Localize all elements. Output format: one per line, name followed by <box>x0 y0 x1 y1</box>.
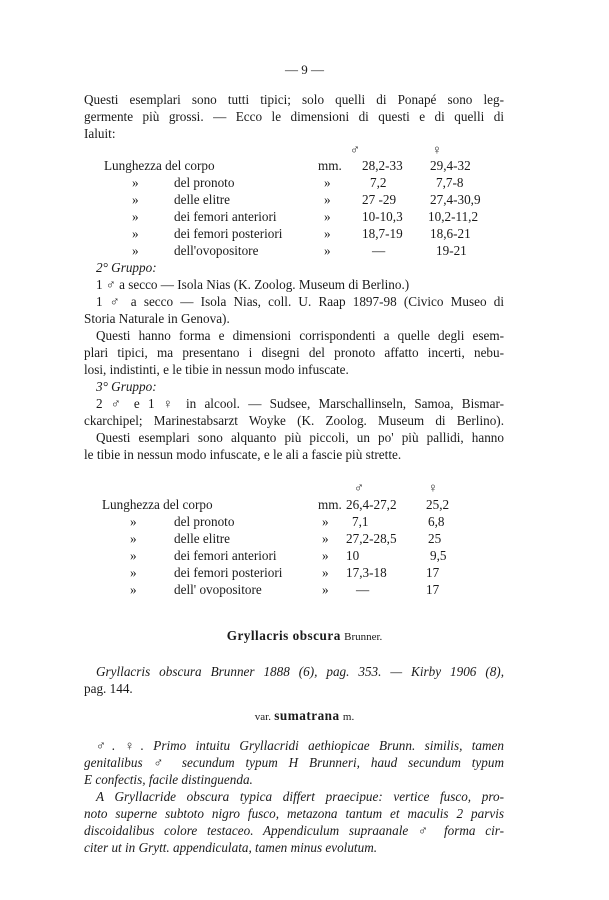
table2-row-5-label: dei femori posteriori <box>174 565 283 580</box>
table1-row-4-male: 10-10,3 <box>362 209 403 224</box>
table2-row-5-female: 17 <box>426 565 440 580</box>
group3-para-line-1: Questi esemplari sono alquanto più piccoli, un po' più pallidi, hanno <box>96 430 504 445</box>
table1-female-header: ♀ <box>432 142 442 157</box>
table2-row-3-mark: » <box>130 531 137 546</box>
table1-row-5-mark: » <box>132 226 139 241</box>
species-heading <box>0 628 609 645</box>
table1-male-header: ♂ <box>350 142 360 157</box>
table1-row-6-label: dell'ovopositore <box>174 243 259 258</box>
table1-row-5-label: dei femori posteriori <box>174 226 283 241</box>
table1-row-1-male: 28,2-33 <box>362 158 403 173</box>
table2-row-6-label: dell' ovopositore <box>174 582 262 597</box>
species-reference-line-2: pag. 144. <box>84 681 133 696</box>
species-heading-author: Brunner. <box>344 631 383 643</box>
latin-line-1: ♂. ♀. Primo intuitu Gryllacridi aethiopicae Brunn. similis, tamen <box>96 738 504 753</box>
table1-row-1-label: Lunghezza del corpo <box>104 158 215 173</box>
species-reference-line-1: Gryllacris obscura Brunner 1888 (6), pag. 353. — Kirby 1906 (8), <box>96 664 504 679</box>
variety-heading <box>0 708 609 725</box>
species-heading-name: Gryllacris obscura <box>226 628 341 643</box>
table2-row-1-label: Lunghezza del corpo <box>102 497 213 512</box>
table1-row-5-male: 18,7-19 <box>362 226 403 241</box>
table2-row-6-male: — <box>356 582 370 597</box>
table1-row-6-unit: » <box>324 243 331 258</box>
table1-row-3-male: 27 -29 <box>362 192 397 207</box>
group2-line-1: 1 ♂ a secco — Isola Nias (K. Zoolog. Museum di Berlino.) <box>96 277 410 292</box>
table2-row-4-label: dei femori anteriori <box>174 548 277 563</box>
table1-row-3-unit: » <box>324 192 331 207</box>
group2-para-line-2: plari tipici, ma presentano i disegni del pronoto affatto incerti, nebu- <box>84 345 504 360</box>
table1-row-6-male: — <box>372 243 386 258</box>
group3-para-line-2: le tibie in nessun modo infuscate, e le ali a fascie più strette. <box>84 447 402 462</box>
intro-line-3: Ialuit: <box>84 126 116 141</box>
table2-row-6-female: 17 <box>426 582 440 597</box>
latin-line-6: discoidalibus colore testaceo. Appendiculum supraanale ♂ forma cir- <box>84 823 504 838</box>
group2-para-line-3: losi, indistinti, e le tibie in nessun modo infuscate. <box>84 362 349 377</box>
group2-line-2: 1 ♂ a secco — Isola Nias, coll. U. Raap 1897-98 (Civico Museo di <box>96 294 504 309</box>
latin-line-5: noto superne subtoto nigro fusco, metazona tantum et maculis 2 parvis <box>84 806 504 821</box>
table2-row-3-female: 25 <box>428 531 442 546</box>
table1-row-2-mark: » <box>132 175 139 190</box>
table2-row-3-male: 27,2-28,5 <box>346 531 397 546</box>
table1-row-4-unit: » <box>324 209 331 224</box>
table1-row-4-female: 10,2-11,2 <box>428 209 479 224</box>
table1-row-3-label: delle elitre <box>174 192 231 207</box>
variety-name: sumatrana <box>274 708 340 723</box>
table1-row-3-female: 27,4-30,9 <box>430 192 481 207</box>
table2-row-5-unit: » <box>322 565 329 580</box>
table2-row-2-male: 7,1 <box>352 514 369 529</box>
group2-line-3: Storia Naturale in Genova). <box>84 311 230 326</box>
table1-row-5-female: 18,6-21 <box>430 226 471 241</box>
table2-female-header: ♀ <box>428 480 438 495</box>
variety-prefix: var. <box>254 711 271 723</box>
table1-row-2-male: 7,2 <box>370 175 387 190</box>
table2-row-6-unit: » <box>322 582 329 597</box>
table2-row-3-label: delle elitre <box>174 531 231 546</box>
variety-suffix: m. <box>342 711 355 723</box>
table2-row-2-unit: » <box>322 514 329 529</box>
intro-line-1: Questi esemplari sono tutti tipici; solo quelli di Ponapé sono leg- <box>84 92 504 107</box>
latin-line-4: A Gryllacride obscura typica differt praecipue: vertice fusco, pro- <box>96 789 504 804</box>
table2-row-4-unit: » <box>322 548 329 563</box>
table2-row-1-male: 26,4-27,2 <box>346 497 397 512</box>
table1-row-1-unit: mm. <box>318 158 342 173</box>
table2-row-5-mark: » <box>130 565 137 580</box>
table2-row-3-unit: » <box>322 531 329 546</box>
table2-row-4-mark: » <box>130 548 137 563</box>
group3-line-2: ckarchipel; Marinestabsarzt Woyke (K. Zoolog. Museum di Berlino). <box>84 413 504 428</box>
table2-row-1-female: 25,2 <box>426 497 450 512</box>
table2-row-2-label: del pronoto <box>174 514 235 529</box>
table1-row-4-mark: » <box>132 209 139 224</box>
group3-line-1: 2 ♂ e 1 ♀ in alcool. — Sudsee, Marschallinseln, Samoa, Bismar- <box>96 396 504 411</box>
table1-row-2-unit: » <box>324 175 331 190</box>
table1-row-4-label: dei femori anteriori <box>174 209 277 224</box>
table2-male-header: ♂ <box>354 480 364 495</box>
latin-line-3: E confectis, facile distinguenda. <box>84 772 253 787</box>
intro-line-2: germente più grossi. — Ecco le dimensioni di questi e di quelli di <box>84 109 504 124</box>
table1-row-3-mark: » <box>132 192 139 207</box>
table1-row-2-female: 7,7-8 <box>436 175 464 190</box>
table2-row-4-male: 10 <box>346 548 360 563</box>
table2-row-2-female: 6,8 <box>428 514 445 529</box>
table1-row-5-unit: » <box>324 226 331 241</box>
latin-line-7: citer ut in Grytt. appendiculata, tamen minus evolutum. <box>84 840 378 855</box>
table2-row-1-unit: mm. <box>318 497 342 512</box>
table1-row-2-label: del pronoto <box>174 175 235 190</box>
page-number: — 9 — <box>285 62 324 77</box>
group2-para-line-1: Questi hanno forma e dimensioni corrispondenti a quelle degli esem- <box>96 328 504 343</box>
table2-row-2-mark: » <box>130 514 137 529</box>
group3-title: 3° Gruppo: <box>96 379 157 394</box>
table2-row-4-female: 9,5 <box>430 548 447 563</box>
latin-line-2: genitalibus ♂ secundum typum H Brunneri, haud secundum typum <box>84 755 504 770</box>
table1-row-6-mark: » <box>132 243 139 258</box>
table1-row-1-female: 29,4-32 <box>430 158 471 173</box>
table1-row-6-female: 19-21 <box>436 243 467 258</box>
group2-title: 2° Gruppo: <box>96 260 157 275</box>
table2-row-6-mark: » <box>130 582 137 597</box>
table2-row-5-male: 17,3-18 <box>346 565 387 580</box>
